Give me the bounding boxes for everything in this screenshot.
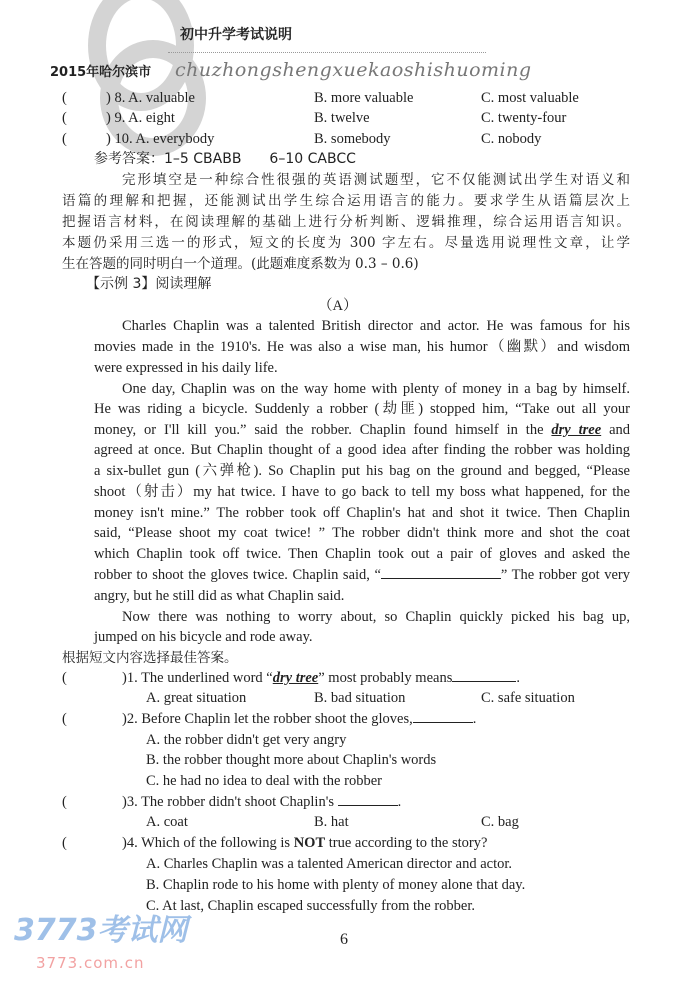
explanation-line: 完形填空是一种综合性很强的英语测试题型，它不仅能测试出学生对语义和 — [122, 172, 630, 188]
text: ” The robber got very — [500, 567, 630, 583]
option-b: B. Chaplin rode to his home with plenty of money alone that day. — [146, 877, 526, 893]
paren: ( — [62, 835, 67, 851]
text: )4. Which of the following is — [122, 835, 294, 851]
answer-key: 参考答案：1–5 CBABB 6–10 CABCC — [94, 151, 356, 167]
dry-tree-term: dry tree — [551, 422, 602, 438]
option-c: C. At last, Chaplin escaped successfully from the robber. — [146, 898, 475, 914]
text: robber to shoot the gloves twice. Chaplin said, “ — [94, 567, 381, 583]
example-heading: 【示例 3】阅读理解 — [86, 276, 212, 292]
passage-line: One day, Chaplin was on the way home with plenty of money in a bag by himself. — [122, 381, 630, 397]
passage-line: angry, but he still did as what Chaplin said. — [94, 588, 345, 604]
paren: ( — [62, 90, 67, 106]
instruction: 根据短文内容选择最佳答案。 — [62, 650, 238, 666]
text: ” most probably means — [318, 670, 453, 686]
option-b: B. somebody — [314, 131, 391, 147]
paren: ( — [62, 711, 67, 727]
question-2 — [122, 709, 476, 729]
paren: ( — [62, 794, 67, 810]
option-c: C. nobody — [481, 131, 542, 147]
option-c: C. he had no idea to deal with the robber — [146, 773, 382, 789]
watermark-url: 3773.com.cn — [36, 954, 145, 972]
answer-blank — [452, 669, 516, 682]
option-a: A. Charles Chaplin was a talented American director and actor. — [146, 856, 512, 872]
text: . — [397, 794, 402, 810]
explanation-line: 本题仍采用三选一的形式，短文的长度为 300 字左右。尽量选用说理性文章，让学 — [62, 235, 630, 251]
text: money, or I'll kill you.” said the robber. Chaplin found himself in the — [94, 422, 544, 438]
question-1 — [122, 668, 520, 688]
header-divider — [168, 52, 486, 53]
answer-blank — [338, 793, 398, 806]
paren: ( — [62, 670, 67, 686]
text: and — [609, 422, 630, 438]
option-a: A. great situation — [146, 690, 247, 706]
option-b: B. the robber thought more about Chaplin's words — [146, 752, 437, 768]
passage-line — [94, 565, 630, 585]
answer-blank — [413, 710, 473, 723]
question-10: ) 10. A. everybody — [106, 131, 215, 147]
option-c: C. most valuable — [481, 90, 579, 106]
explanation-line: 语篇的理解和把握，还能测试出学生综合运用语言的能力。要求学生从语篇层次上 — [62, 193, 630, 209]
text: . — [516, 670, 520, 686]
question-4 — [122, 833, 487, 853]
question-9: ) 9. A. eight — [106, 110, 175, 126]
passage-line — [94, 420, 630, 440]
option-b: B. hat — [314, 814, 349, 830]
passage-line: shoot（射击）my hat twice. I have to go back to tell my boss what happened, for the — [94, 484, 630, 500]
passage-line: a six-bullet gun (六弹枪). So Chaplin put his bag on the ground and begged, “Please — [94, 463, 630, 479]
question-3 — [122, 792, 401, 812]
watermark-logo: 3773考试网 — [14, 913, 188, 948]
text: true according to the story? — [325, 835, 488, 851]
option-c: C. twenty-four — [481, 110, 567, 126]
text: )2. Before Chaplin let the robber shoot the gloves, — [122, 711, 413, 727]
option-c: C. safe situation — [481, 690, 575, 706]
paren: ( — [62, 110, 67, 126]
passage-line: Charles Chaplin was a talented British director and actor. He was famous for his — [122, 318, 630, 334]
question-8: ) 8. A. valuable — [106, 90, 195, 106]
passage-line: jumped on his bicycle and rode away. — [94, 629, 313, 645]
text: )1. The underlined word “ — [122, 670, 273, 686]
option-a: A. coat — [146, 814, 188, 830]
passage-line: which Chaplin took off twice. Then Chaplin took out a pair of gloves and asked the — [94, 546, 630, 562]
header-city: 2015年哈尔滨市 — [50, 65, 152, 80]
option-b: B. twelve — [314, 110, 370, 126]
option-a: A. the robber didn't get very angry — [146, 732, 347, 748]
explanation-line: 生在答题的同时明白一个道理。(此题难度系数为 0.3 – 0.6) — [62, 256, 419, 272]
page-number: 6 — [340, 931, 348, 948]
header-title: 初中升学考试说明 — [180, 27, 292, 43]
option-c: C. bag — [481, 814, 519, 830]
passage-line: money isn't mine.” The robber took off Chaplin's hat and shot it twice. Then Chaplin — [94, 505, 630, 521]
option-b: B. bad situation — [314, 690, 406, 706]
paren: ( — [62, 131, 67, 147]
text: . — [472, 711, 477, 727]
explanation-line: 把握语言材料，在阅读理解的基础上进行分析判断、逻辑推理，综合运用语言知识。 — [62, 214, 630, 230]
option-b: B. more valuable — [314, 90, 414, 106]
answer-blank — [381, 566, 501, 579]
section-label: （A） — [318, 298, 358, 314]
passage-line: agreed at once. But Chaplin thought of a good idea after finding the robber was holding — [94, 442, 630, 458]
header-pinyin: chuzhongshengxuekaoshishuoming — [175, 59, 532, 81]
passage-line: said, “Please shoot my coat twice! ” The robber didn't think more and shot the coat — [94, 525, 630, 541]
dry-tree-term: dry tree — [272, 670, 319, 686]
passage-line: He was riding a bicycle. Suddenly a robber (劫匪) stopped him, “Take out all your — [94, 401, 630, 417]
passage-line: were expressed in his daily life. — [94, 360, 278, 376]
text: )3. The robber didn't shoot Chaplin's — [122, 794, 334, 810]
passage-line: Now there was nothing to worry about, so Chaplin quickly picked his bag up, — [122, 609, 630, 625]
not-emphasis: NOT — [293, 835, 326, 851]
passage-line: movies made in the 1910's. He was also a wise man, his humor（幽默）and wisdom — [94, 339, 630, 355]
